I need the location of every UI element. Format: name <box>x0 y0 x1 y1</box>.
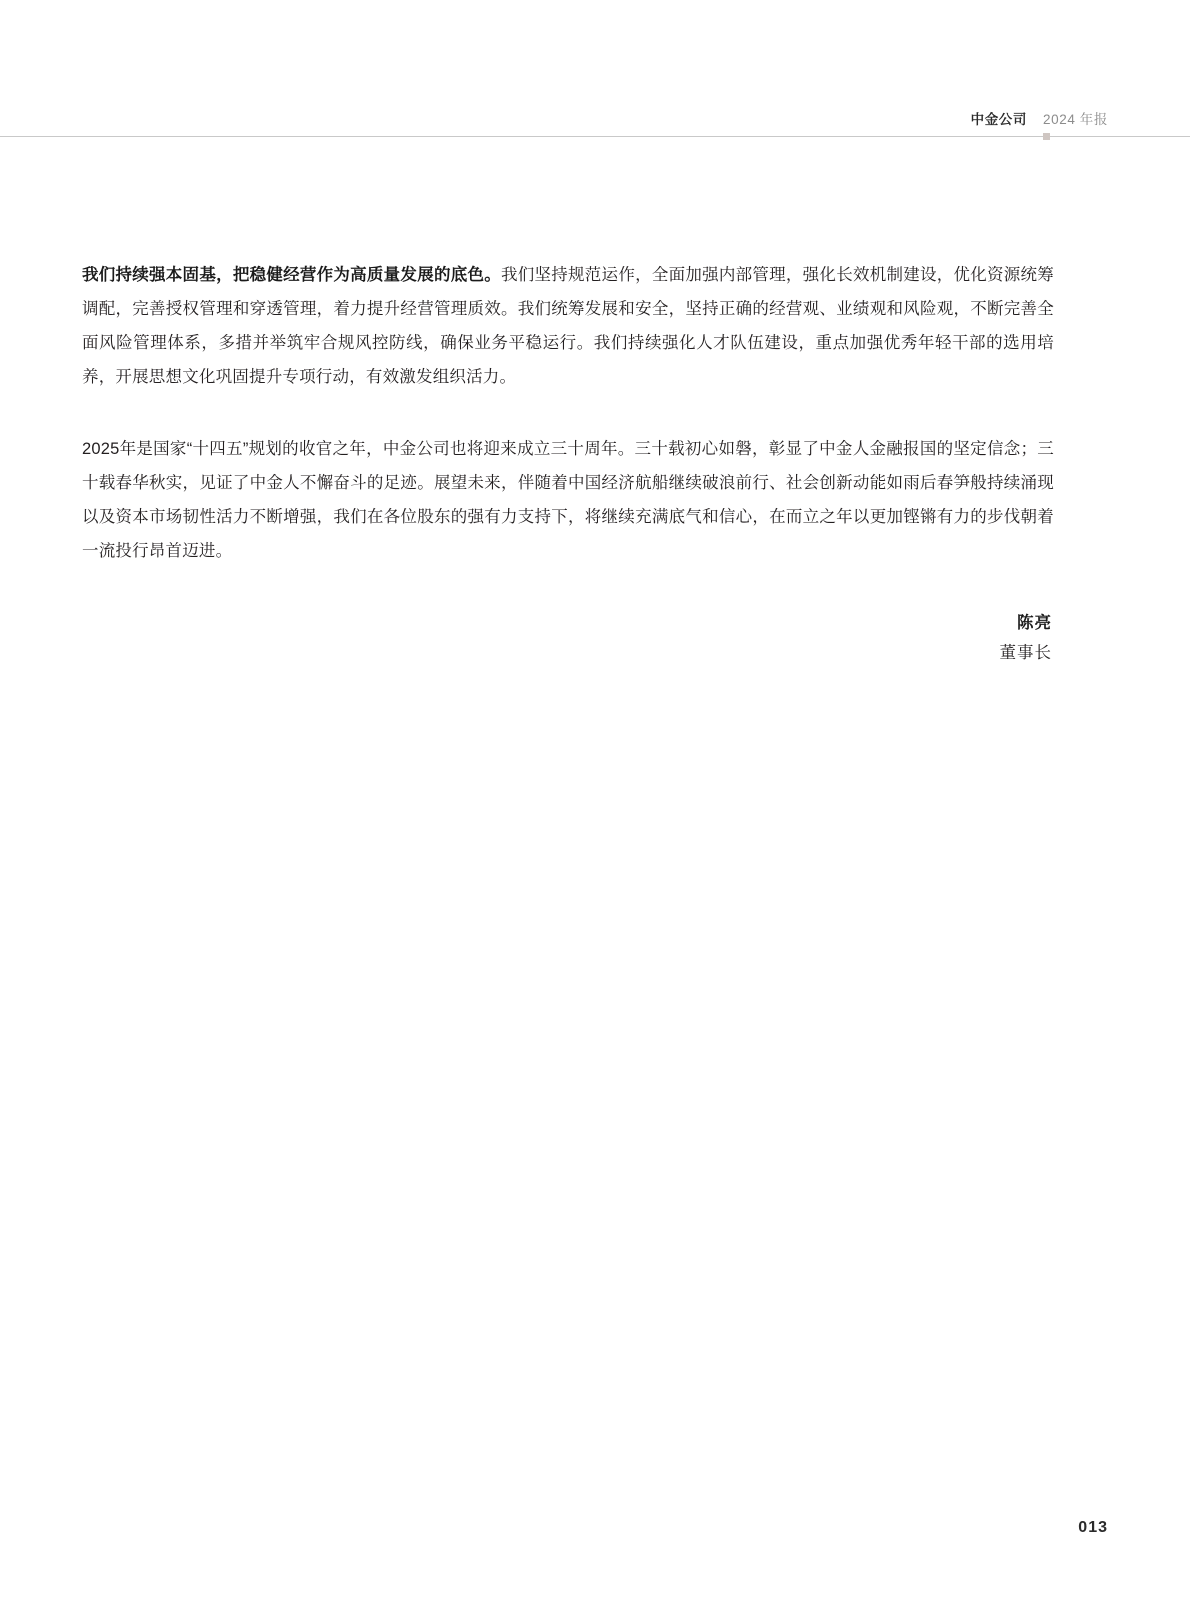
page-header <box>0 108 1190 144</box>
paragraph-2 <box>82 432 1054 568</box>
header-document-name: 2024 年报 <box>1043 112 1108 127</box>
header-text-group <box>971 108 1108 128</box>
signature-title: 董事长 <box>999 644 1052 662</box>
paragraph-1-lead: 我们持续强本固基，把稳健经营作为高质量发展的底色。 <box>82 266 501 284</box>
signature-name: 陈亮 <box>1017 614 1052 632</box>
body-content <box>82 258 1054 568</box>
header-divider <box>0 136 1190 137</box>
page-number: 013 <box>1078 1519 1108 1536</box>
header-square-marker <box>1043 133 1050 140</box>
paragraph-1 <box>82 258 1054 394</box>
paragraph-2-body: 2025年是国家“十四五”规划的收官之年，中金公司也将迎来成立三十周年。三十载初心如磐，彰显了中金人金融报国的坚定信念；三十载春华秋实，见证了中金人不懈奋斗的足迹。展望未来，伴随着中国经济航船继续破浪前行、社会创新动能如雨后春笋般持续涌现以及资本市场韧性活力不断增强，我们在各位股东的强有力支持下，将继续充满底气和信心，在而立之年以更加铿锵有力的步伐朝着一流投行昂首迈进。 <box>82 440 1054 560</box>
signature-block <box>1000 608 1053 668</box>
header-company-name: 中金公司 <box>970 112 1028 127</box>
paragraph-1-body: 我们坚持规范运作，全面加强内部管理，强化长效机制建设，优化资源统筹调配，完善授权管理和穿透管理，着力提升经营管理质效。我们统筹发展和安全，坚持正确的经营观、业绩观和风险观，不断完善全面风险管理体系，多措并举筑牢合规风控防线，确保业务平稳运行。我们持续强化人才队伍建设，重点加强优秀年轻干部的选用培养，开展思想文化巩固提升专项行动，有效激发组织活力。 <box>82 266 1055 386</box>
